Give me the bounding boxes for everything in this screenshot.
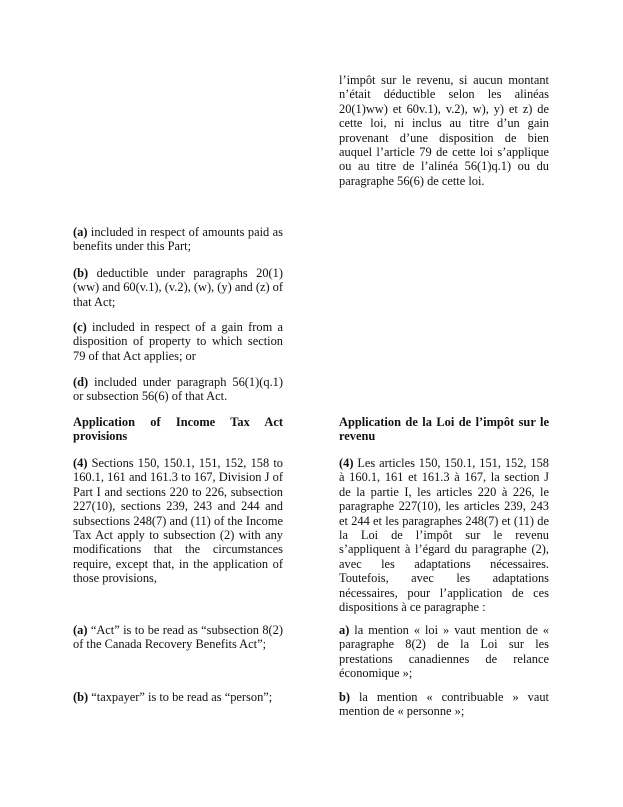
en-item-d — [73, 375, 283, 404]
item-text: deductible under paragraphs 20(1)(ww) and 60(v.1), (v.2), (w), (y) and (z) of that Act; — [73, 266, 283, 309]
paragraph-label: (a) — [73, 623, 88, 637]
fr-continuation-paragraph: l’impôt sur le revenu, si aucun montant n’était déductible selon les alinéas 20(1)ww) et 60v.1), v.2), w), y) et z) de cette loi, ni inclus au titre d’un gain provenant d’une disposition de bien auquel l’article 79 de cette loi s’applique ou au titre de l’alinéa 56(1)q.1) ou du paragraphe 56(6) de cette loi. — [339, 73, 549, 188]
item-label: (c) — [73, 320, 87, 334]
subsection-text: Sections 150, 150.1, 151, 152, 158 to 160.1, 161 and 161.3 to 167, Division J of Part I and sections 220 to 226, subsection 227(10), sections 239, 243 and 244 and subsections 248(7) and (11) of the Income Tax Act apply to subsection (2) with any modifications that the circumstances require, except that, in the application of those provisions, — [73, 456, 283, 586]
paragraph-label: b) — [339, 690, 351, 704]
paragraph-label: a) — [339, 623, 350, 637]
item-text: included under paragraph 56(1)(q.1) or subsection 56(6) of that Act. — [73, 375, 283, 404]
item-text: included in respect of amounts paid as benefits under this Part; — [73, 225, 283, 254]
paragraph-text: la mention « loi » vaut mention de « paragraphe 8(2) de la Loi sur les prestations canadiennes de relance économique »; — [339, 623, 549, 681]
fr-paragraph-b — [339, 690, 549, 719]
paragraph-text: “Act” is to be read as “subsection 8(2) of the Canada Recovery Benefits Act”; — [73, 623, 283, 652]
en-item-b — [73, 266, 283, 309]
en-subsection-4 — [73, 456, 283, 586]
paragraph-text: “taxpayer” is to be read as “person”; — [88, 690, 273, 704]
en-paragraph-b — [73, 690, 283, 704]
subsection-text: Les articles 150, 150.1, 151, 152, 158 à 160.1, 161 et 161.3 à 167, la section J de la partie I, les articles 220 à 226, le paragraphe 227(10), les articles 239, 243 et 244 et les paragraphes 248(7) et (11) de la Loi de l’impôt sur le revenu s’appliquent à l’égard du paragraphe (2), avec les adaptations nécessaires. Toutefois, avec les adaptations nécessaires, pour l’application de ces dispositions à ce paragraphe : — [339, 456, 549, 615]
subsection-label: (4) — [73, 456, 88, 470]
fr-section-heading: Application de la Loi de l’impôt sur le revenu — [339, 415, 549, 444]
en-section-heading: Application of Income Tax Act provisions — [73, 415, 283, 444]
item-label: (a) — [73, 225, 88, 239]
fr-subsection-4 — [339, 456, 549, 614]
item-label: (d) — [73, 375, 89, 389]
paragraph-text: la mention « contribuable » vaut mention de « personne »; — [339, 690, 549, 719]
fr-paragraph-a — [339, 623, 549, 681]
item-label: (b) — [73, 266, 89, 280]
subsection-label: (4) — [339, 456, 354, 470]
paragraph-label: (b) — [73, 690, 89, 704]
item-text: included in respect of a gain from a disposition of property to which section 79 of that Act applies; or — [73, 320, 283, 363]
en-paragraph-a — [73, 623, 283, 652]
en-item-c — [73, 320, 283, 363]
en-item-a — [73, 225, 283, 254]
